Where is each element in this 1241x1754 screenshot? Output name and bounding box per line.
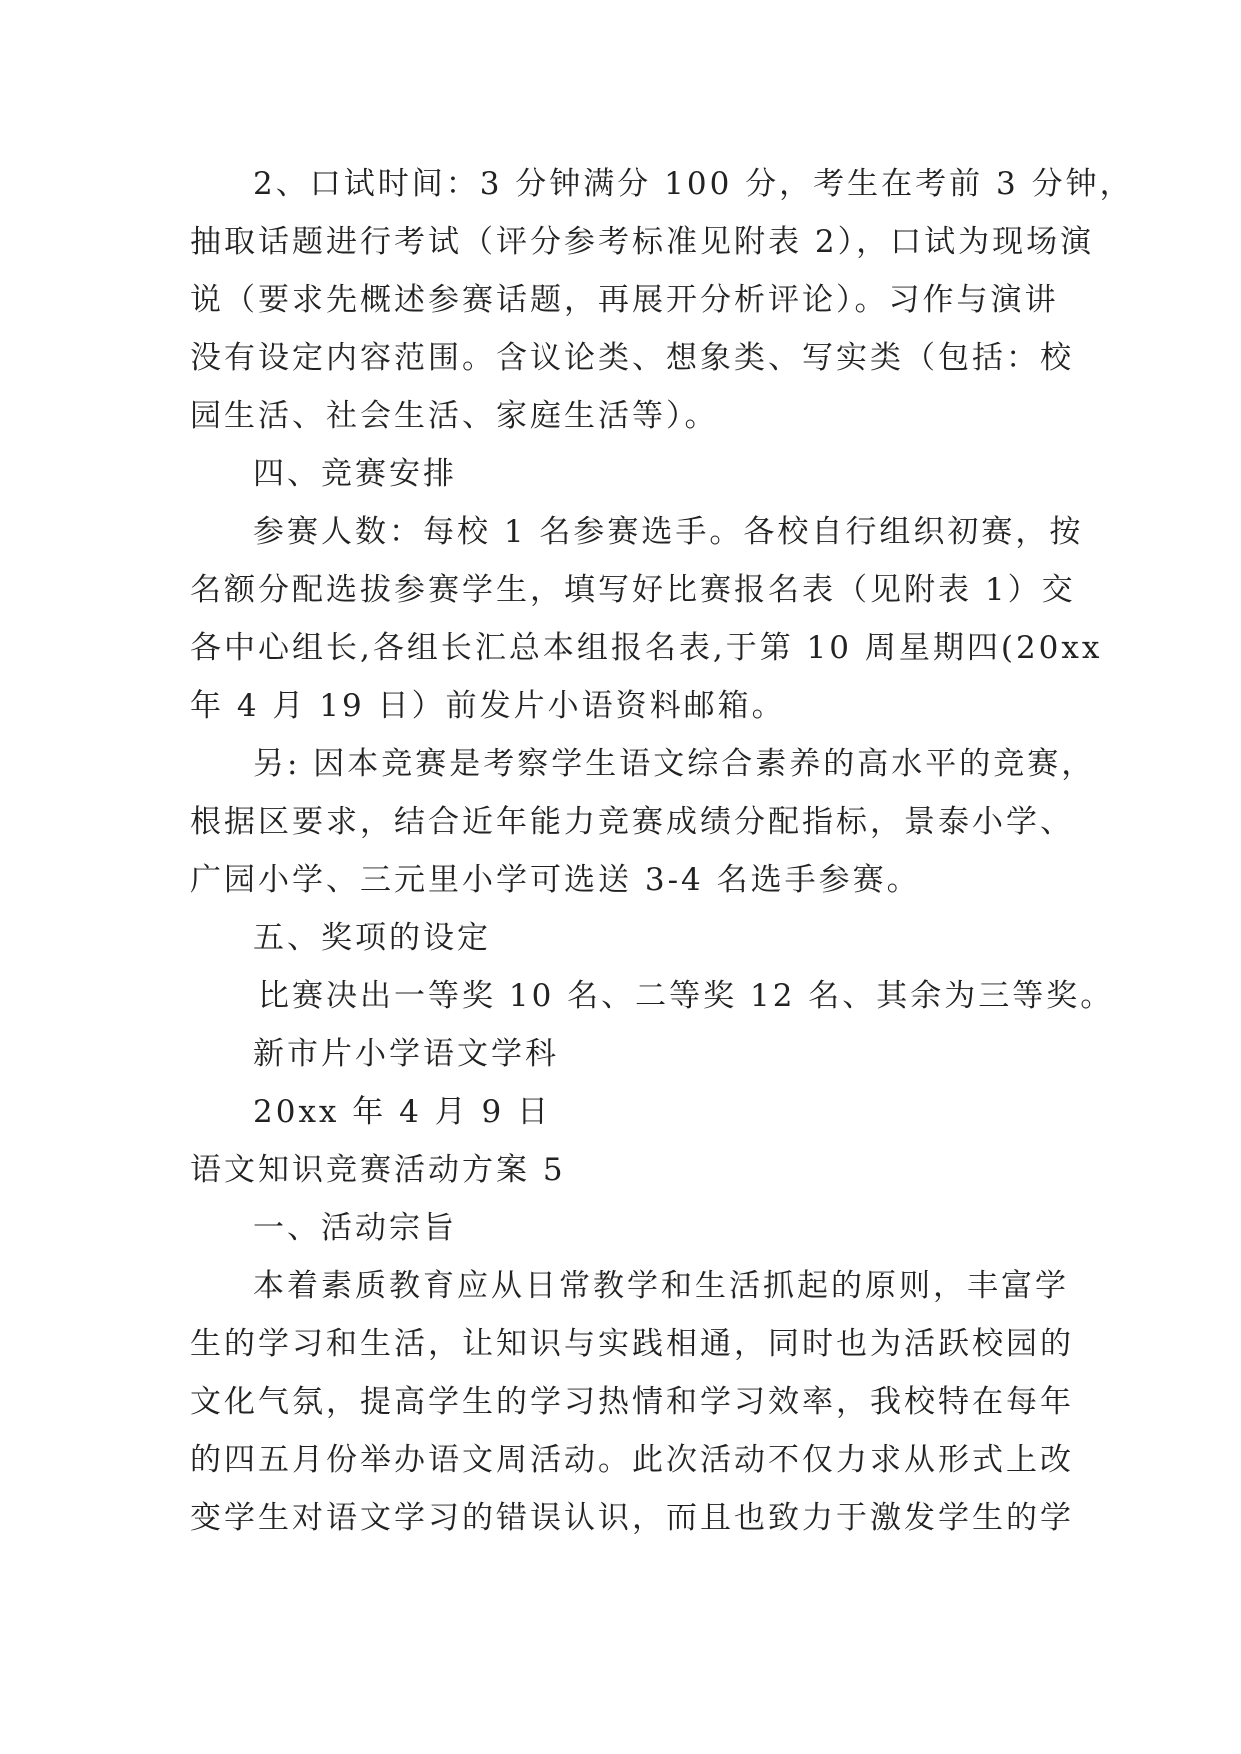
text-line: 园生活、社会生活、家庭生活等）。 xyxy=(190,398,719,434)
section-heading: 四、竞赛安排 xyxy=(253,456,457,492)
text-line: 年 4 月 19 日）前发片小语资料邮箱。 xyxy=(190,688,786,724)
document-title: 语文知识竞赛活动方案 5 xyxy=(190,1152,566,1188)
text-line: 2、口试时间：3 分钟满分 100 分，考生在考前 3 分钟， xyxy=(253,166,1134,202)
text-line: 比赛决出一等奖 10 名、二等奖 12 名、其余为三等奖。 xyxy=(258,978,1115,1014)
text-line: 参赛人数：每校 1 名参赛选手。各校自行组织初赛，按 xyxy=(253,514,1084,550)
text-line: 各中心组长,各组长汇总本组报名表,于第 10 周星期四(20xx xyxy=(190,630,1103,666)
text-line: 另: 因本竞赛是考察学生语文综合素养的高水平的竞赛， xyxy=(253,746,1096,782)
text-line: 抽取话题进行考试（评分参考标准见附表 2），口试为现场演 xyxy=(190,224,1095,260)
signature-date: 20xx 年 4 月 9 日 xyxy=(253,1094,552,1130)
text-line: 的四五月份举办语文周活动。此次活动不仅力求从形式上改 xyxy=(190,1442,1074,1478)
text-line: 广园小学、三元里小学可选送 3-4 名选手参赛。 xyxy=(190,862,921,898)
text-line: 名额分配选拔参赛学生，填写好比赛报名表（见附表 1）交 xyxy=(190,572,1076,608)
text-line: 说（要求先概述参赛话题，再展开分析评论）。习作与演讲 xyxy=(190,282,1059,318)
text-line: 文化气氛，提高学生的学习热情和学习效率，我校特在每年 xyxy=(190,1384,1074,1420)
text-line: 没有设定内容范围。含议论类、想象类、写实类（包括：校 xyxy=(190,340,1074,376)
text-line: 本着素质教育应从日常教学和生活抓起的原则，丰富学 xyxy=(253,1268,1069,1304)
section-heading: 五、奖项的设定 xyxy=(253,920,491,956)
text-line: 生的学习和生活，让知识与实践相通，同时也为活跃校园的 xyxy=(190,1326,1074,1362)
signature-org: 新市片小学语文学科 xyxy=(253,1036,559,1072)
text-line: 根据区要求，结合近年能力竞赛成绩分配指标，景泰小学、 xyxy=(190,804,1074,840)
section-heading: 一、活动宗旨 xyxy=(253,1210,457,1246)
text-line: 变学生对语文学习的错误认识，而且也致力于激发学生的学 xyxy=(190,1500,1074,1536)
